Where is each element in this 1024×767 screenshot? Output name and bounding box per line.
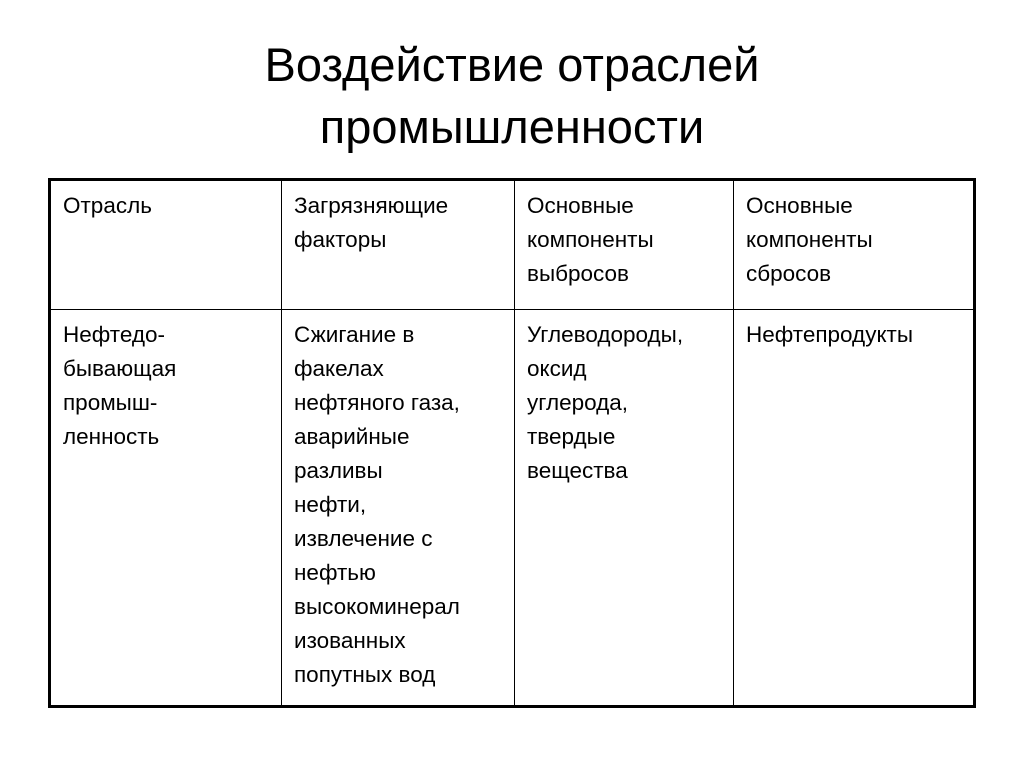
cell-text-line: оксид	[527, 356, 587, 381]
cell-text-line: твердые	[527, 424, 616, 449]
cell-text-line: изованных	[294, 628, 406, 653]
header-cell-emission-components	[515, 180, 734, 310]
cell-text-line: нефтяного газа,	[294, 390, 460, 415]
header-cell-industry	[50, 180, 282, 310]
cell-text-line: нефтью	[294, 560, 376, 585]
table-header-row	[50, 180, 975, 310]
cell-pollution-factors	[282, 310, 515, 707]
cell-text-line: Отрасль	[63, 193, 152, 218]
cell-text-line: Нефтедо-	[63, 322, 165, 347]
cell-text-line: сбросов	[746, 261, 832, 286]
cell-text-line: Основные	[527, 193, 634, 218]
cell-text-line: нефти,	[294, 492, 367, 517]
cell-text-line: извлечение с	[294, 526, 433, 551]
cell-text-line: компоненты	[527, 227, 654, 252]
slide-title	[0, 34, 1024, 158]
cell-text-line: факелах	[294, 356, 384, 381]
header-cell-discharge-components	[734, 180, 975, 310]
cell-text-line: ленность	[63, 424, 160, 449]
cell-discharge-components	[734, 310, 975, 707]
cell-text-line: разливы	[294, 458, 383, 483]
cell-text-line: Углеводороды,	[527, 322, 684, 347]
cell-text-line: компоненты	[746, 227, 873, 252]
cell-text-line: Сжигание в	[294, 322, 415, 347]
cell-text-line: попутных вод	[294, 662, 436, 687]
cell-emission-components	[515, 310, 734, 707]
cell-text-line: промыш-	[63, 390, 158, 415]
cell-text-line: аварийные	[294, 424, 410, 449]
header-cell-pollution-factors	[282, 180, 515, 310]
table-row	[50, 310, 975, 707]
cell-text-line: выбросов	[527, 261, 630, 286]
industry-impact-table	[48, 178, 976, 708]
cell-text-line: бывающая	[63, 356, 177, 381]
cell-text-line: Основные	[746, 193, 853, 218]
title-line-2: промышленности	[319, 100, 705, 153]
cell-text-line: Нефтепродукты	[746, 322, 914, 347]
cell-text-line: вещества	[527, 458, 628, 483]
cell-industry	[50, 310, 282, 707]
cell-text-line: высокоминерал	[294, 594, 460, 619]
cell-text-line: углерода,	[527, 390, 629, 415]
title-line-1: Воздействие отраслей	[264, 38, 760, 91]
cell-text-line: факторы	[294, 227, 387, 252]
cell-text-line: Загрязняющие	[294, 193, 449, 218]
